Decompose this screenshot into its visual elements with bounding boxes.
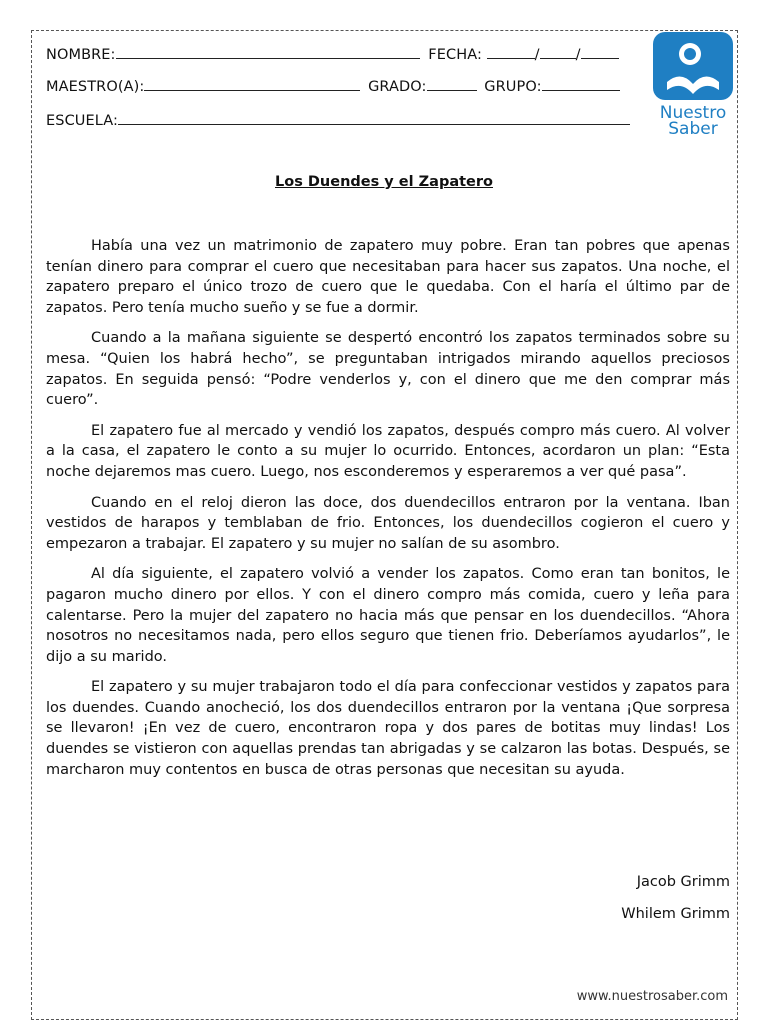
nuestro-saber-logo bbox=[651, 30, 735, 136]
story-paragraph: Cuando en el reloj dieron las doce, dos duendecillos entraron por la ventana. Iban vestidos de harapos y temblaban de frio. Entonces, los duendecillos cogieron el cuero y empezaron a trabajar. El zapatero y su mujer no salían de su asombro. bbox=[46, 494, 730, 552]
story-paragraph: El zapatero fue al mercado y vendió los zapatos, después compro más cuero. Al volver a la casa, el zapatero le conto a su mujer lo ocurrido. Entonces, acordaron un plan: “Esta noche dejaremos mas cuero. Luego, nos esconderemos y esperaremos a ver qué pasa”. bbox=[46, 422, 730, 480]
story-paragraph: Al día siguiente, el zapatero volvió a vender los zapatos. Como eran tan bonitos, le pagaron mucho dinero por ellos. Y con el dinero compro más comida, cuero y leña para calentarse. Pero la mujer del zapatero no hacia más que pensar en los duendecillos. “Ahora nosotros no necesitamos nada, pero ellos seguro que tienen frio. Deberíamos ayudarlos”, le dijo a su marido. bbox=[46, 566, 730, 665]
escuela-field[interactable] bbox=[118, 110, 630, 125]
escuela-label: ESCUELA: bbox=[46, 113, 119, 129]
story-title: Los Duendes y el Zapatero bbox=[275, 174, 493, 190]
story-body bbox=[46, 236, 730, 790]
grupo-label: GRUPO: bbox=[484, 79, 542, 95]
fecha-label: FECHA: bbox=[428, 47, 482, 63]
escuela-row bbox=[46, 110, 630, 129]
maestro-field[interactable] bbox=[144, 76, 360, 91]
logo-line2: Saber bbox=[668, 119, 718, 136]
story-paragraph: Había una vez un matrimonio de zapatero muy pobre. Eran tan pobres que apenas tenían dinero para comprar el cuero que necesitaban para hacer sus zapatos. Una noche, el zapatero preparo el único trozo de cuero que le quedaba. Con el haría el último par de zapatos. Pero tenía mucho sueño y se fue a dormir. bbox=[46, 238, 730, 316]
fecha-year-field[interactable] bbox=[581, 44, 619, 59]
maestro-grado-row bbox=[46, 76, 620, 95]
nuestro-saber-logo-icon bbox=[651, 30, 735, 136]
nombre-fecha-row bbox=[46, 44, 619, 63]
fecha-day-field[interactable] bbox=[487, 44, 535, 59]
logo-line1: Nuestro bbox=[659, 103, 727, 123]
author-name: Whilem Grimm bbox=[621, 906, 730, 922]
grupo-field[interactable] bbox=[542, 76, 620, 91]
author-name: Jacob Grimm bbox=[636, 874, 730, 890]
grado-field[interactable] bbox=[427, 76, 477, 91]
website-link[interactable]: www.nuestrosaber.com bbox=[576, 989, 728, 1004]
nombre-label: NOMBRE: bbox=[46, 47, 116, 63]
story-paragraph: Cuando a la mañana siguiente se despertó encontró los zapatos terminados sobre su mesa. “Quien los habrá hecho”, se preguntaban intrigados mirando aquellos preciosos zapatos. En seguida pensó: “Podre venderlos y, con el dinero que me den comprar más cuero”. bbox=[46, 330, 730, 409]
story-paragraph: El zapatero y su mujer trabajaron todo el día para confeccionar vestidos y zapatos para los duendes. Cuando anocheció, los dos duendecillos entraron por la ventana ¡Que sorpresa se llevaron! ¡En vez de cuero, encontraron ropa y dos pares de botitas muy lindas! Los duendes se vistieron con aquellas prendas tan abrigadas y se calzaron las botas. Después, se marcharon muy contentos en busca de otras personas que necesitan su ayuda. bbox=[46, 679, 730, 778]
nombre-field[interactable] bbox=[116, 44, 420, 59]
grado-label: GRADO: bbox=[368, 79, 427, 95]
maestro-label: MAESTRO(A): bbox=[46, 79, 145, 95]
fecha-month-field[interactable] bbox=[540, 44, 576, 59]
fecha-separator: / bbox=[534, 47, 540, 63]
fecha-separator: / bbox=[575, 47, 581, 63]
